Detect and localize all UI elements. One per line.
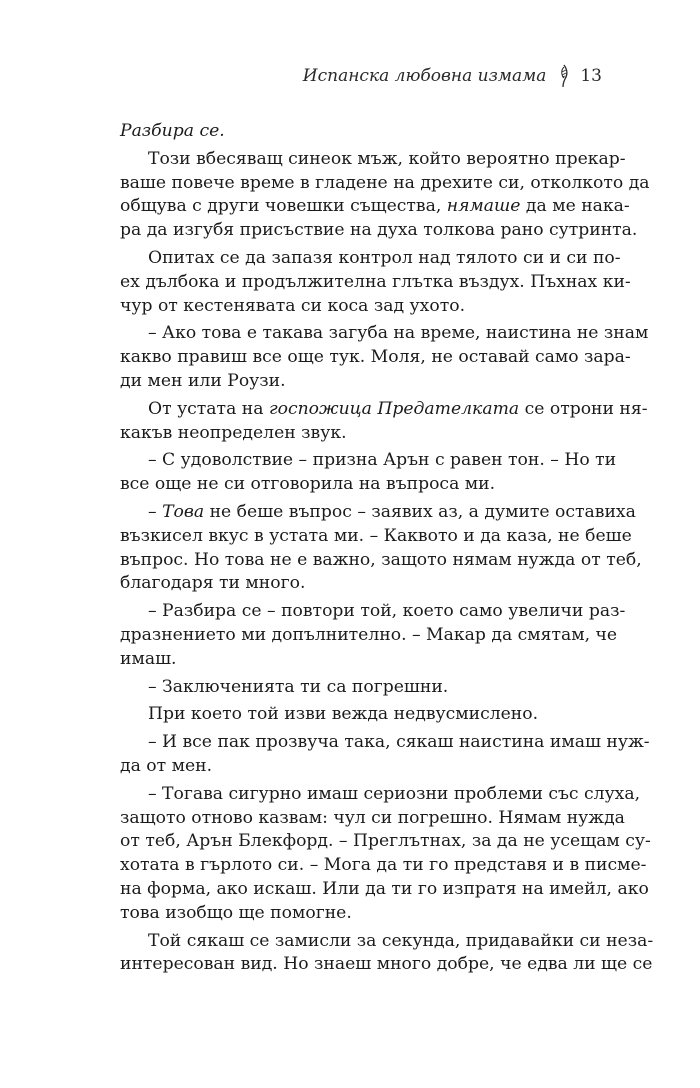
- running-header: [303, 64, 602, 88]
- page-number: 13: [580, 66, 602, 86]
- text-run: дразнението ми допълнително. – Макар да смятам, че: [120, 624, 618, 645]
- text-run: чур от кестенявата си коса зад ухото.: [120, 295, 466, 316]
- text-line: [120, 755, 600, 779]
- text-run: благодаря ти много.: [120, 573, 306, 594]
- text-run: от теб, Арън Блекфорд. – Преглътнах, за да не усещам су-: [120, 831, 651, 852]
- text-run: възкисел вкус в устата ми. – Каквото и да каза, не беше: [120, 525, 632, 546]
- text-run: Този вбесяващ синеок мъж, който вероятно прекар-: [148, 148, 626, 169]
- paragraph: [120, 501, 642, 596]
- paragraph: [120, 247, 631, 318]
- text-run: ди мен или Роузи.: [120, 370, 286, 391]
- text-line: [120, 572, 600, 596]
- italic-run: нямаше: [446, 196, 521, 217]
- paragraph: [120, 930, 654, 978]
- text-run: се отрони ня-: [519, 398, 648, 419]
- text-line: [120, 271, 631, 295]
- text-run: това изобщо ще помогне.: [120, 902, 352, 923]
- text-line: [120, 370, 600, 394]
- italic-run: госпожица Предателката: [268, 398, 520, 419]
- text-run: ех дълбока и продължителна глътка въздух. Пъхнах ки-: [120, 271, 631, 292]
- paragraph: [120, 322, 649, 393]
- text-run: хотата в гърлото си. – Мога да ти го представя и в писме-: [120, 855, 647, 876]
- text-line: [120, 525, 632, 549]
- text-run: не беше въпрос – заявих аз, а думите оставиха: [204, 501, 636, 522]
- italic-run: Това: [162, 501, 205, 522]
- text-line: [120, 322, 649, 346]
- paragraph: [120, 783, 651, 926]
- paragraph: [120, 600, 626, 671]
- text-run: на форма, ако искаш. Или да ти го изпратя на имейл, ако: [120, 878, 649, 899]
- text-run: – Разбира се – повтори той, което само увеличи раз-: [148, 601, 626, 622]
- paragraph: [120, 449, 617, 497]
- paragraph: [120, 148, 650, 243]
- text-run: – Заключенията ти са погрешни.: [148, 676, 449, 697]
- text-line: [120, 219, 638, 243]
- text-run: да от мен.: [120, 755, 213, 776]
- text-line: [120, 930, 654, 954]
- text-line: [120, 676, 600, 700]
- text-line: [120, 295, 600, 319]
- text-run: защото отново казвам: чул си погрешно. Нямам нужда: [120, 807, 625, 828]
- text-run: какво правиш все още тук. Моля, не оставай само зара-: [120, 347, 631, 368]
- feather-icon: [558, 64, 570, 88]
- paragraph: [120, 676, 600, 700]
- text-line: [120, 902, 600, 926]
- text-line: [120, 624, 618, 648]
- text-run: –: [148, 501, 163, 522]
- text-run: ваше повече време в гладене на дрехите си, отколкото да: [120, 172, 650, 193]
- text-line: [120, 854, 647, 878]
- text-line: [120, 473, 600, 497]
- text-line: [120, 549, 642, 573]
- text-run: – Ако това е такава загуба на време, наистина не знам: [148, 323, 649, 344]
- text-run: – Тогава сигурно имаш сериозни проблеми със слуха,: [148, 783, 641, 804]
- text-run: Той сякаш се замисли за секунда, придавайки си неза-: [148, 930, 654, 951]
- text-line: [120, 703, 600, 727]
- text-run: При което той изви вежда недвусмислено.: [148, 704, 539, 725]
- text-run: интересован вид. Но знаеш много добре, че едва ли ще се: [120, 954, 653, 975]
- text-run: От устата на: [148, 398, 269, 419]
- text-line: [120, 346, 631, 370]
- text-line: [120, 449, 617, 473]
- text-line: [120, 830, 651, 854]
- body-text: [120, 120, 654, 977]
- text-run: да ме нака-: [520, 196, 630, 217]
- paragraph: [120, 703, 600, 727]
- text-line: [120, 648, 600, 672]
- text-line: [120, 172, 650, 196]
- text-line: [120, 600, 626, 624]
- text-line: [120, 247, 621, 271]
- text-line: [120, 731, 650, 755]
- paragraph: [120, 120, 600, 144]
- text-line: [120, 195, 630, 219]
- paragraph: [120, 398, 648, 446]
- text-line: [120, 953, 653, 977]
- text-run: какъв неопределен звук.: [120, 422, 347, 443]
- text-line: [120, 422, 600, 446]
- text-run: – И все пак прозвуча така, сякаш наистина имаш нуж-: [148, 732, 650, 753]
- text-run: Опитах се да запазя контрол над тялото си и си по-: [148, 247, 621, 268]
- paragraph: [120, 731, 650, 779]
- running-title: Испанска любовна измама: [302, 66, 547, 86]
- text-run: общува с други човешки същества,: [120, 196, 447, 217]
- text-run: все още не си отговорила на въпроса ми.: [120, 474, 496, 495]
- text-run: имаш.: [120, 648, 177, 669]
- text-line: [120, 501, 636, 525]
- text-line: [120, 878, 649, 902]
- text-line: [120, 783, 641, 807]
- text-run: ра да изгубя присъствие на духа толкова рано сутринта.: [120, 220, 638, 241]
- text-line: Разбира се.: [120, 121, 225, 141]
- text-line: [120, 398, 648, 422]
- text-run: въпрос. Но това не е важно, защото нямам нужда от теб,: [120, 549, 642, 570]
- text-line: [120, 807, 625, 831]
- text-line: [120, 148, 626, 172]
- text-run: – С удоволствие – призна Арън с равен тон. – Но ти: [148, 450, 617, 471]
